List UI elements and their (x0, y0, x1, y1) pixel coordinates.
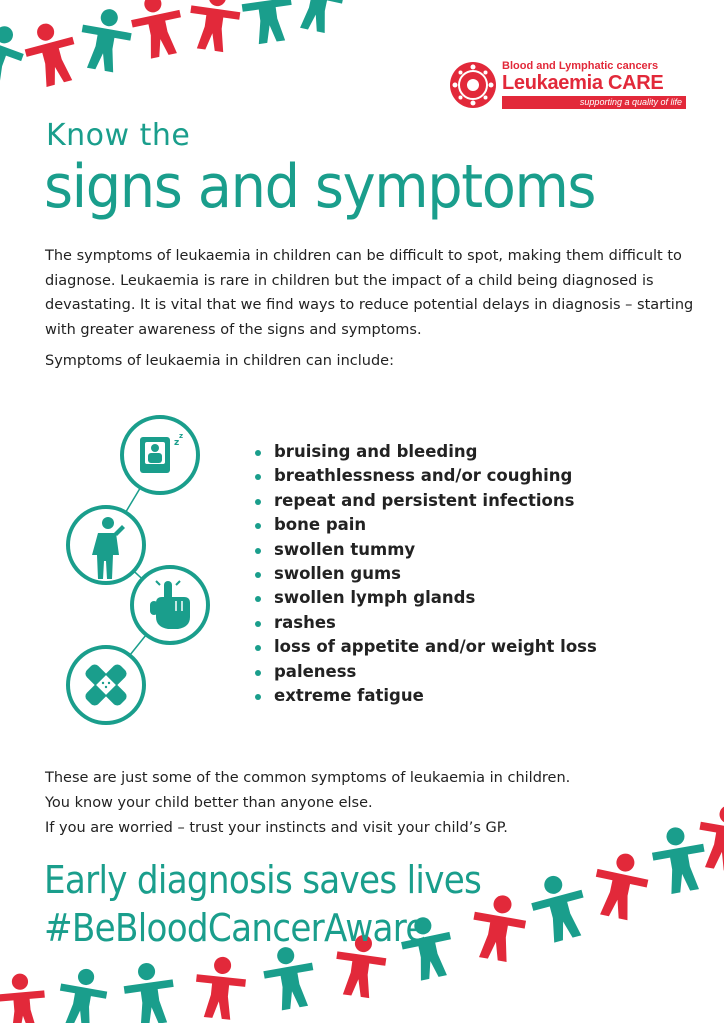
list-item: breathlessness and/or coughing (252, 464, 597, 488)
list-item: paleness (252, 660, 597, 684)
title-line-2: signs and symptoms (44, 152, 596, 222)
leukaemia-care-logo (446, 58, 686, 112)
paper-chain-figure (260, 943, 319, 1012)
paper-chain-figure (648, 823, 710, 896)
symptom-icons (60, 415, 240, 745)
list-item: bruising and bleeding (252, 440, 597, 464)
list-item: loss of appetite and/or weight loss (252, 635, 597, 659)
svg-text:z: z (174, 438, 180, 448)
closing-text (45, 766, 570, 841)
plaster-icon (68, 647, 144, 723)
paper-chain-figure (0, 18, 31, 93)
title-line-1: Know the (46, 118, 191, 153)
paper-chain-figure (588, 848, 652, 922)
list-item: swollen gums (252, 562, 597, 586)
paper-chain-figure (0, 972, 48, 1023)
list-item: extreme fatigue (252, 684, 597, 708)
paper-chain-figure (693, 801, 724, 874)
paper-chain-figure (121, 960, 179, 1023)
logo-emblem-icon (448, 60, 498, 110)
logo-tagline-bar (502, 96, 686, 109)
slogan-line-1: Early diagnosis saves lives (44, 858, 482, 902)
coughing-person-icon (68, 507, 144, 583)
closing-line: You know your child better than anyone else. (45, 795, 373, 811)
paper-chain-figure (239, 0, 297, 46)
list-item: swollen tummy (252, 538, 597, 562)
sleeping-child-icon (122, 417, 198, 493)
paper-chain-figure (186, 0, 244, 54)
paper-chain-figure (526, 869, 593, 945)
paper-chain-figure (289, 0, 347, 35)
logo-tagline: supporting a quality of life (579, 97, 682, 107)
slogan (44, 856, 481, 952)
symptoms-lead-text: Symptoms of leukaemia in children can include: (45, 353, 394, 369)
closing-line: These are just some of the common symptoms of leukaemia in children. (45, 770, 571, 786)
closing-line: If you are worried – trust your instincts and visit your child’s GP. (45, 820, 508, 836)
paper-chain-figure (192, 954, 248, 1021)
symptom-list (252, 440, 597, 708)
paper-chain-figure (127, 0, 188, 61)
list-item: rashes (252, 611, 597, 635)
intro-paragraph: The symptoms of leukaemia in children can be difficult to spot, making them difficult to diagnose. Leukaemia is rare in children but the impact of a child being diagnosed is devastating. It is vital that we find ways to reduce potential delays in diagnosis – starting with greater awareness of the signs and symptoms. (45, 248, 694, 338)
paper-chain-figure (54, 965, 110, 1023)
svg-text:z: z (179, 432, 184, 440)
logo-name: Leukaemia CARE (502, 72, 664, 94)
paper-chain-figure (20, 17, 84, 89)
pointing-hand-icon (132, 567, 208, 643)
paper-chain-figure (76, 5, 135, 74)
logo-top-line: Blood and Lymphatic cancers (502, 60, 659, 72)
list-item: swollen lymph glands (252, 586, 597, 610)
list-item: bone pain (252, 513, 597, 537)
slogan-line-2: #BeBloodCancerAware (44, 906, 426, 950)
paper-chain-top (0, 0, 400, 130)
list-item: repeat and persistent infections (252, 489, 597, 513)
